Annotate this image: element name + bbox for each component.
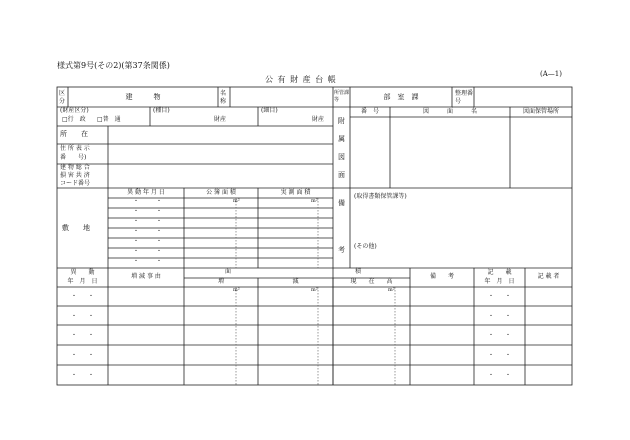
measured-area-header: 実 測 面 積 bbox=[280, 189, 311, 196]
land-date-dot: ・ bbox=[133, 208, 140, 215]
name-label: 名称 bbox=[220, 90, 227, 105]
land-date-dot: ・ bbox=[156, 238, 163, 245]
land-date-dot: ・ bbox=[133, 218, 140, 225]
form-code: (A—1) bbox=[540, 70, 562, 78]
type-label: (種目) bbox=[153, 107, 170, 114]
land-date-dot: ・ bbox=[156, 218, 163, 225]
registered-area-header: 公 簿 面 積 bbox=[206, 189, 236, 196]
land-date-dot: ・ bbox=[133, 248, 140, 255]
land-date-dot: ・ bbox=[133, 258, 140, 265]
change-date-dot: ・ bbox=[71, 371, 78, 379]
type-suffix: 財産 bbox=[214, 116, 227, 123]
category-building: 建 物 bbox=[125, 93, 161, 101]
decrease-unit: m² bbox=[311, 287, 318, 293]
record-date-dot: ・ bbox=[505, 332, 512, 340]
serial-number-label: 整理番号 bbox=[455, 90, 474, 105]
site-label: 敷 地 bbox=[62, 224, 90, 232]
option-ordinary[interactable]: □普 通 bbox=[97, 116, 121, 123]
change-date-dot: ・ bbox=[71, 352, 78, 360]
area-header-1: 面 bbox=[225, 268, 232, 275]
change-header-2: 年 月 日 bbox=[67, 278, 98, 285]
record-date-dot: ・ bbox=[488, 312, 495, 320]
registered-area-unit: m² bbox=[233, 198, 240, 204]
insurance-label-2: 損 害 共 済 bbox=[60, 172, 90, 179]
land-date-dot: ・ bbox=[156, 258, 163, 265]
docs-department-label: (取得書類保管課等) bbox=[354, 193, 407, 200]
change-date-dot: ・ bbox=[71, 312, 78, 320]
appendix-side-1: 附 bbox=[338, 117, 345, 125]
insurance-label-1: 建 物 総 合 bbox=[60, 164, 90, 171]
other-remarks-label: (その他) bbox=[354, 243, 377, 250]
appendix-side-2: 属 bbox=[338, 135, 345, 143]
land-date-dot: ・ bbox=[156, 208, 163, 215]
change-date-dot: ・ bbox=[71, 293, 78, 300]
record-date-dot: ・ bbox=[505, 371, 512, 379]
current-header: 現 在 高 bbox=[350, 278, 393, 285]
increase-header: 増 bbox=[217, 278, 224, 285]
reason-header: 増 減 事 由 bbox=[131, 273, 161, 280]
record-date-dot: ・ bbox=[488, 352, 495, 360]
land-date-dot: ・ bbox=[156, 198, 163, 205]
remarks-header: 備 考 bbox=[429, 273, 454, 280]
insurance-label-3: コード番号 bbox=[60, 180, 91, 187]
current-unit: m² bbox=[388, 287, 395, 293]
department-label: 所管課等 bbox=[334, 90, 350, 103]
change-date-dot: ・ bbox=[88, 352, 95, 360]
property-class-label: (財産区分) bbox=[60, 107, 89, 114]
form-number: 様式第9号(その2)(第37条関係) bbox=[57, 61, 170, 70]
record-date-dot: ・ bbox=[505, 352, 512, 360]
land-date-dot: ・ bbox=[133, 238, 140, 245]
department-value: 部 室 課 bbox=[383, 93, 419, 101]
record-date-dot: ・ bbox=[505, 293, 512, 300]
subtype-suffix: 財産 bbox=[312, 116, 325, 123]
address-label-1: 住 所 表 示 bbox=[60, 145, 90, 152]
address-label-2: 番 号) bbox=[60, 154, 87, 161]
change-date-dot: ・ bbox=[88, 312, 95, 320]
change-date-dot: ・ bbox=[88, 371, 95, 379]
record-date-dot: ・ bbox=[505, 312, 512, 320]
land-date-dot: ・ bbox=[156, 248, 163, 255]
remarks-side-1: 備 bbox=[338, 199, 345, 207]
change-date-dot: ・ bbox=[71, 332, 78, 340]
land-date-dot: ・ bbox=[133, 198, 140, 205]
remarks-side-2: 考 bbox=[338, 246, 345, 254]
decrease-header: 減 bbox=[292, 278, 299, 285]
recorder-header: 記 載 者 bbox=[537, 273, 560, 280]
increase-unit: m² bbox=[233, 287, 240, 293]
change-header-1: 異 動 bbox=[70, 269, 95, 276]
record-date-dot: ・ bbox=[488, 371, 495, 379]
location-label: 所 在 bbox=[60, 130, 88, 138]
appendix-side-3: 図 bbox=[338, 153, 345, 161]
land-date-dot: ・ bbox=[156, 228, 163, 235]
subtype-label: (細目) bbox=[261, 107, 278, 114]
drawing-name-header: 図 面 名 bbox=[422, 108, 477, 115]
change-date-header: 異 動 年 月 日 bbox=[127, 189, 165, 196]
drawing-storage-header: 図面保管場所 bbox=[522, 108, 559, 115]
page-title: 公 有 財 産 台 帳 bbox=[265, 75, 337, 84]
change-date-dot: ・ bbox=[88, 293, 95, 300]
record-date-dot: ・ bbox=[488, 332, 495, 340]
change-date-dot: ・ bbox=[88, 332, 95, 340]
land-date-dot: ・ bbox=[133, 228, 140, 235]
appendix-side-4: 面 bbox=[338, 171, 345, 179]
area-header-2: 積 bbox=[355, 268, 362, 275]
record-header-2: 年 月 日 bbox=[484, 278, 515, 285]
option-administrative[interactable]: □行 政 bbox=[62, 116, 86, 123]
record-header-1: 記 載 bbox=[487, 269, 512, 276]
record-date-dot: ・ bbox=[488, 293, 495, 300]
drawing-number-header: 番 号 bbox=[360, 108, 379, 115]
kubun-label: 区分 bbox=[59, 90, 66, 105]
measured-area-unit: m² bbox=[311, 198, 318, 204]
